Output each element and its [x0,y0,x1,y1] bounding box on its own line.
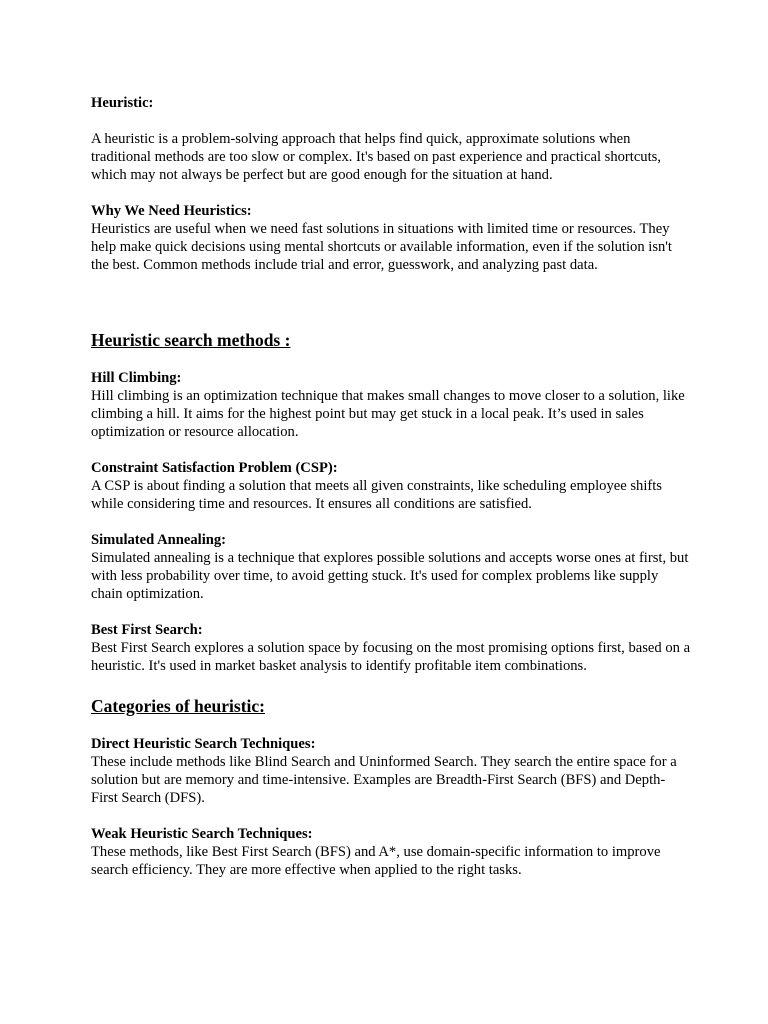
spacer [91,675,691,695]
method-title: Best First Search: [91,622,203,638]
document-page [91,94,691,879]
method-text: A CSP is about finding a solution that meets all given constraints, like scheduling employee shifts while considering time and resources. It ensures all conditions are satisfied. [91,478,662,512]
method-text: Simulated annealing is a technique that explores possible solutions and accepts worse ones at first, but with less probability over time, to avoid getting stuck. It's used for complex problems like supply chain optimization. [91,550,689,602]
spacer [91,717,691,735]
category-text: These methods, like Best First Search (BFS) and A*, use domain-specific information to improve search efficiency. They are more effective when applied to the right tasks. [91,844,661,878]
category-text: These include methods like Blind Search and Uninformed Search. They search the entire space for a solution but are memory and time-intensive. Examples are Breadth-First Search (BFS) and Depth-First Search (DFS). [91,754,677,806]
spacer [91,184,691,202]
method-section [91,459,691,513]
why-paragraph: Heuristics are useful when we need fast solutions in situations with limited time or resources. They help make quick decisions using mental shortcuts or available information, even if the solution isn't the best. Common methods include trial and error, guesswork, and analyzing past data. [91,221,672,273]
method-text: Best First Search explores a solution space by focusing on the most promising options first, based on a heuristic. It's used in market basket analysis to identify profitable item combinations. [91,640,691,674]
method-title: Constraint Satisfaction Problem (CSP): [91,460,338,476]
category-section [91,735,691,807]
spacer [91,274,691,329]
method-title: Hill Climbing: [91,370,182,386]
method-text: Hill climbing is an optimization technique that makes small changes to move closer to a solution, like climbing a hill. It aims for the highest point but may get stuck in a local peak. It’s used in sales optimization or resource allocation. [91,388,685,440]
method-section [91,369,691,441]
method-section [91,531,691,603]
spacer [91,112,691,130]
spacer [91,441,691,459]
method-title: Simulated Annealing: [91,532,227,548]
spacer [91,807,691,825]
method-section [91,621,691,675]
spacer [91,513,691,531]
category-title: Weak Heuristic Search Techniques: [91,826,313,842]
categories-heading: Categories of heuristic: [91,696,265,716]
category-title: Direct Heuristic Search Techniques: [91,736,316,752]
intro-paragraph: A heuristic is a problem-solving approach that helps find quick, approximate solutions when traditional methods are too slow or complex. It's based on past experience and practical shortcuts, which may not always be perfect but are good enough for the situation at hand. [91,131,661,183]
category-section [91,825,691,879]
intro-title: Heuristic: [91,95,154,111]
methods-heading: Heuristic search methods : [91,330,291,350]
spacer [91,351,691,369]
why-title: Why We Need Heuristics: [91,203,252,219]
spacer [91,603,691,621]
